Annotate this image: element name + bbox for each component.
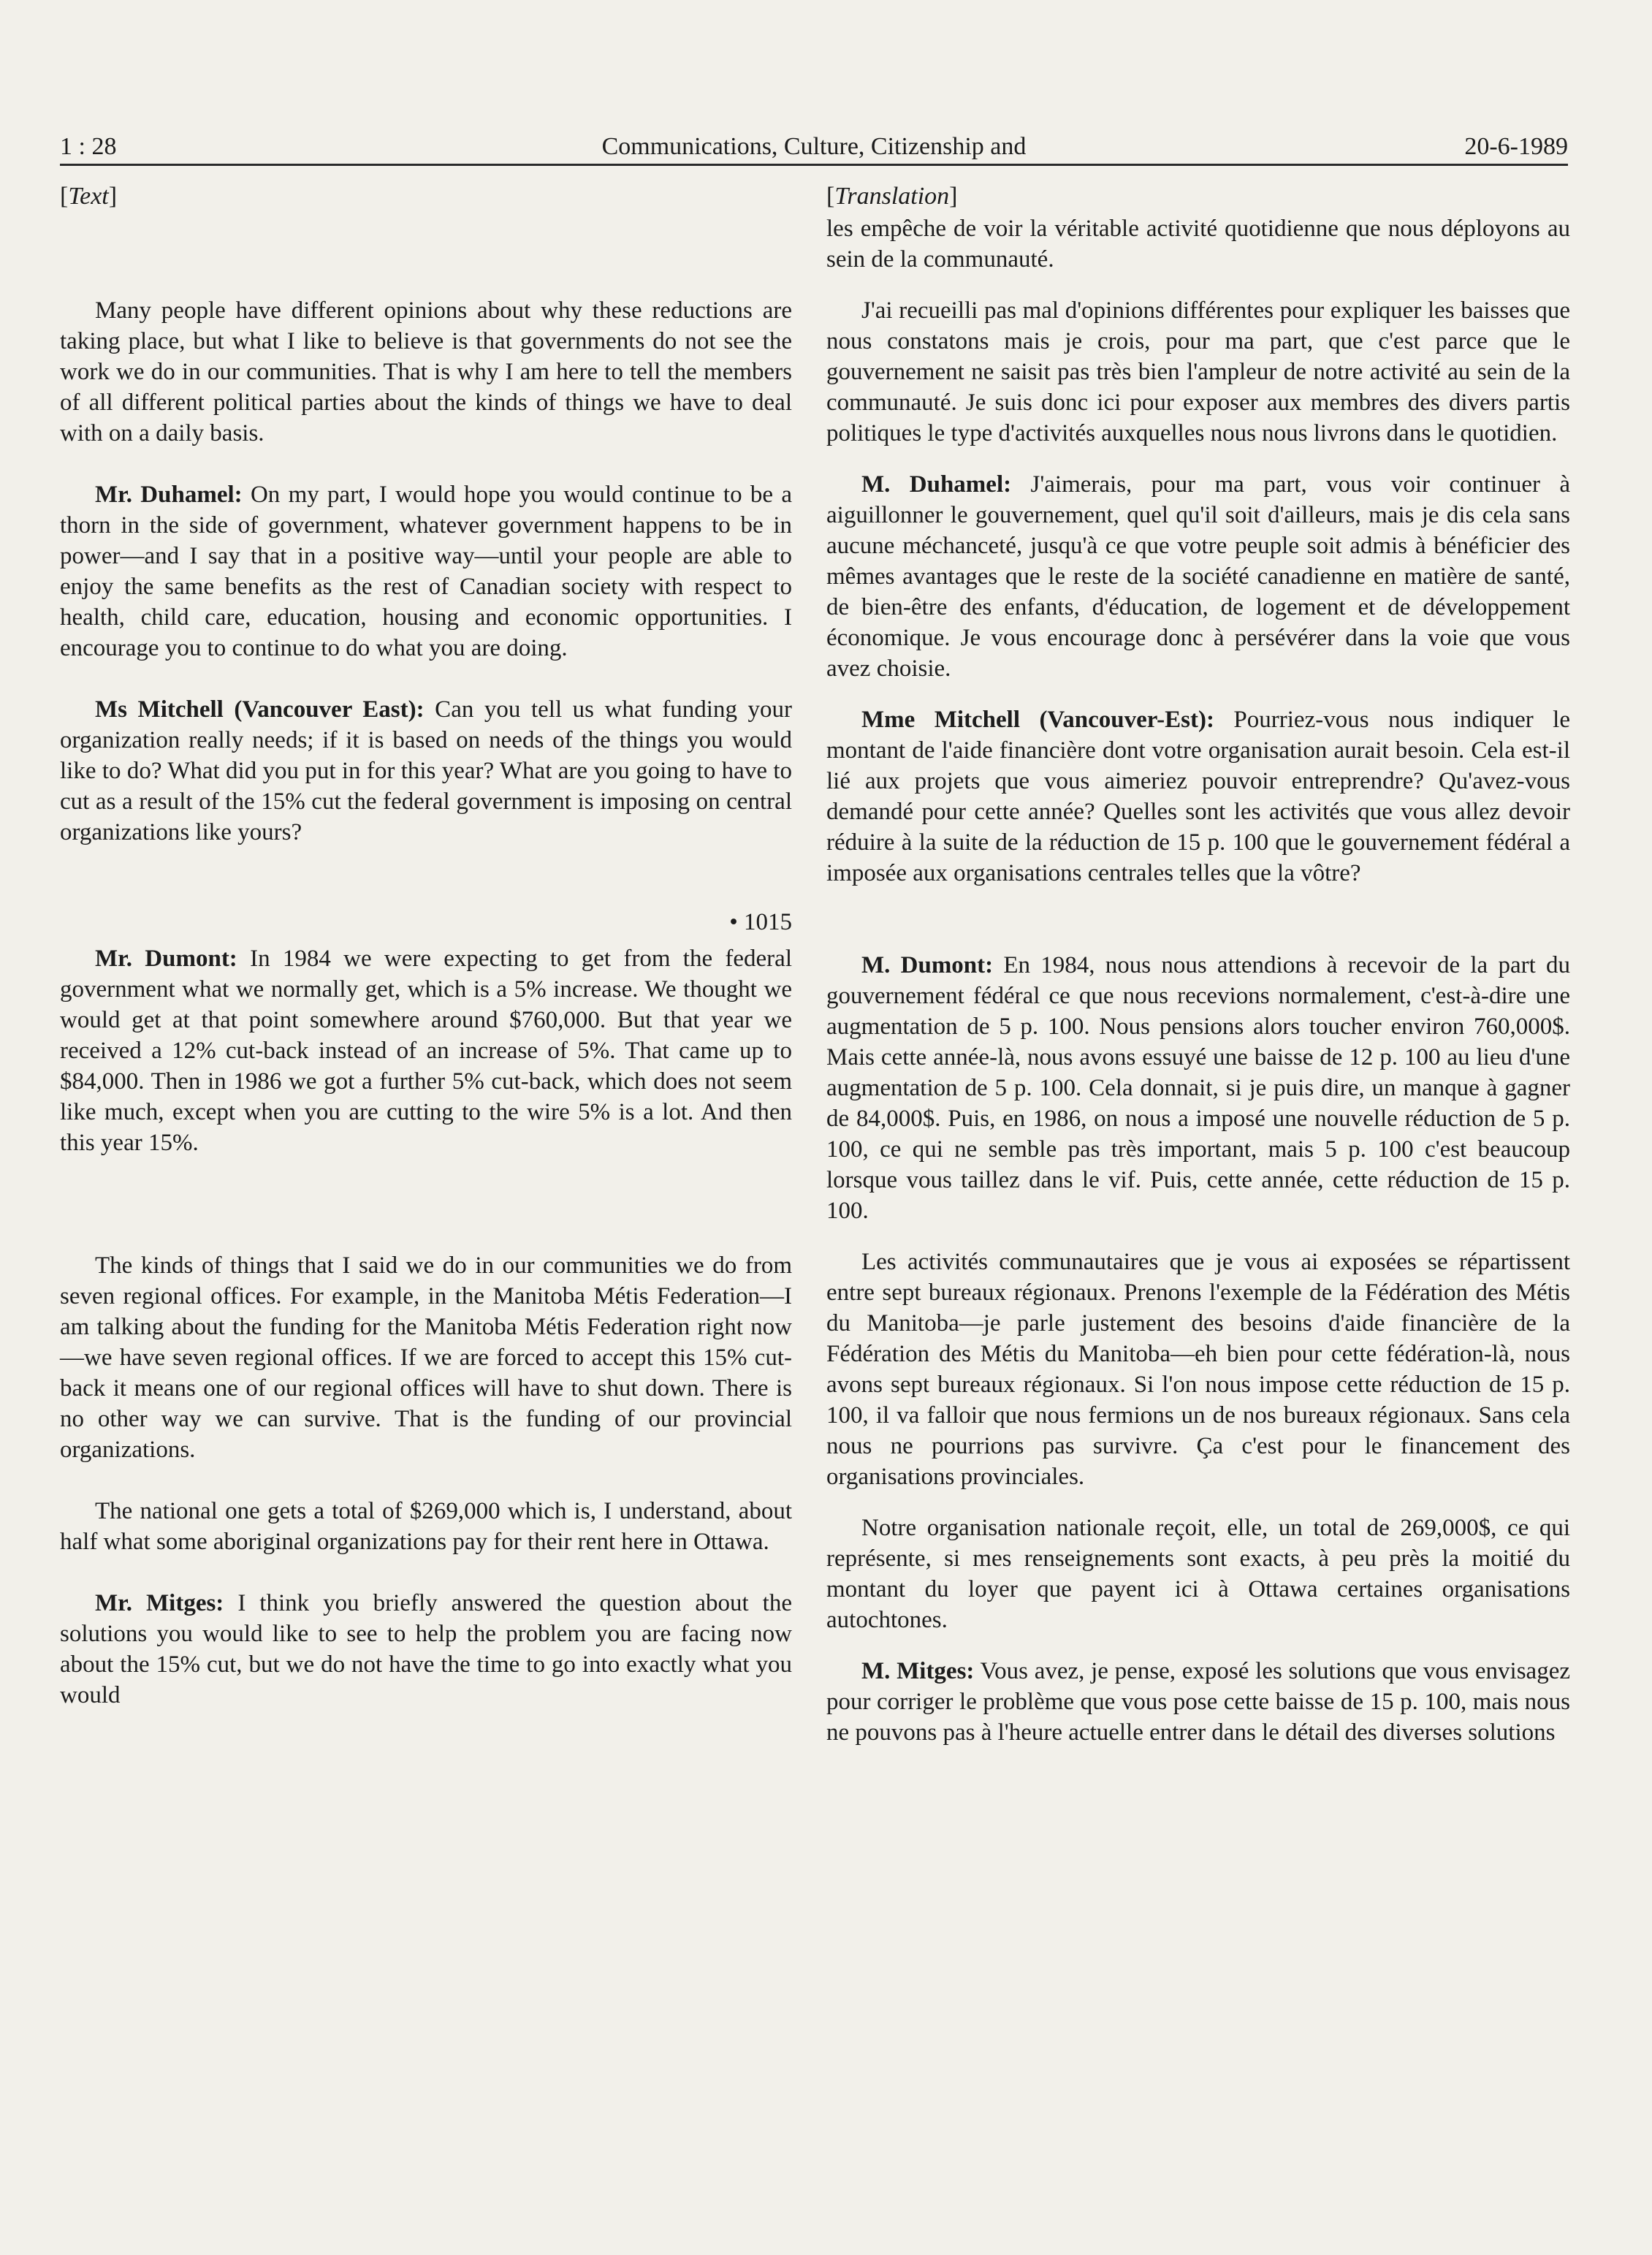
paragraph: Notre organisation nationale reçoit, elle, un total de 269,000$, ce qui représente, si mes renseignements sont exacts, à peu près la moitié du montant du loyer que payent ici à Ottawa certaines organisations autochtones. <box>826 1515 1570 1633</box>
speaker-name: M. Dumont: <box>861 952 994 978</box>
paragraph <box>60 943 792 1158</box>
paragraph <box>60 694 792 848</box>
speech-text: On my part, I would hope you would continue to be a thorn in the side of government, whatever government happens to be in power—and I say that in a positive way—until your people are able to enjoy the same benefits as the rest of Canadian society with respect to health, child care, education, housing and economic opportunities. I encourage you to continue to do what you are doing. <box>60 482 792 661</box>
page-header <box>60 123 1568 166</box>
speaker-name: Mr. Dumont: <box>95 946 237 972</box>
paragraph: Many people have different opinions about why these reductions are taking place, but what I like to believe is that governments do not see the work we do in our communities. That is why I am here to tell the members of all different political parties about the kinds of things we have to deal with on a daily basis. <box>60 297 792 446</box>
speech-text: In 1984 we were expecting to get from the federal government what we normally get, which is a 5% increase. We thought we would get at that point somewhere around $760,000. But that year we received a 12% cut-back instead of an increase of 5%. That came up to $84,000. Then in 1986 we got a further 5% cut-back, which does not seem like much, except when you are cutting to the wire 5% is a lot. And then this year 15%. <box>60 946 792 1156</box>
speaker-name: Mr. Mitges: <box>95 1590 224 1616</box>
speaker-name: Mr. Duhamel: <box>95 482 243 508</box>
time-stamp: • 1015 <box>729 909 792 935</box>
paragraph <box>826 469 1570 684</box>
speech-text: En 1984, nous nous attendions à recevoir de la part du gouvernement fédéral ce que nous recevions normalement, c'est-à-dire une augmentation de 5 p. 100. Nous pensions alors toucher environ 760,000$. Mais cette année-là, nous avons essuyé une baisse de 12 p. 100 au lieu d'une augmentation de 5 p. 100. Cela donnait, si je puis dire, un manque à gagner de 84,000$. Puis, en 1986, on nous a imposé une nouvelle réduction de 5 p. 100, ce qui ne semble pas très important, mais 5 p. 100 c'est beaucoup lorsque vous taillez dans le vif. Puis, cette année, cette réduction de 15 p. 100. <box>826 952 1570 1224</box>
speech-text: Can you tell us what funding your organization really needs; if it is based on needs of the things you would like to do? What did you put in for this year? What are you going to have to cut as a result of the 15% cut the federal government is imposing on central organizations like yours? <box>60 696 792 845</box>
speaker-name: Mme Mitchell (Vancouver-Est): <box>861 707 1214 733</box>
speaker-name: M. Duhamel: <box>861 471 1012 498</box>
paragraph <box>826 1656 1570 1748</box>
page-number: 1 : 28 <box>60 133 117 160</box>
paragraph <box>60 479 792 663</box>
speaker-name: M. Mitges: <box>861 1658 975 1684</box>
speech-text: J'aimerais, pour ma part, vous voir continuer à aiguillonner le gouvernement, quel qu'il soit d'ailleurs, mais je dis cela sans aucune méchanceté, jusqu'à ce que votre peuple soit admis à bénéficier des mêmes avantages que le reste de la société canadienne en matière de santé, de bien-être des enfants, d'éducation, de logement et de développement économique. Je vous encourage donc à persévérer dans la voie que vous avez choisie. <box>826 471 1570 682</box>
column-label: [ Translation ] <box>826 183 1570 213</box>
paragraph: J'ai recueilli pas mal d'opinions différentes pour expliquer les baisses que nous constatons mais je crois, pour ma part, que c'est parce que le gouvernement ne saisit pas très bien l'ampleur de notre activité au sein de la communauté. Je suis donc ici pour exposer aux membres des divers partis politiques le type d'activités auxquelles nous nous livrons dans le quotidien. <box>826 297 1570 446</box>
paragraph: The national one gets a total of $269,000 which is, I understand, about half what some aboriginal organizations pay for their rent here in Ottawa. <box>60 1498 792 1555</box>
paragraph: les empêche de voir la véritable activité quotidienne que nous déployons au sein de la communauté. <box>826 216 1570 273</box>
paragraph: The kinds of things that I said we do in our communities we do from seven regional offices. For example, in the Manitoba Métis Federation—I am talking about the funding for the Manitoba Métis Federation right now—we have seven regional offices. If we are forced to accept this 15% cut-back it means one of our regional offices will have to shut down. There is no other way we can survive. That is the funding of our provincial organizations. <box>60 1252 792 1463</box>
paragraph <box>826 704 1570 889</box>
running-title: Communications, Culture, Citizenship and <box>601 133 1027 160</box>
column-label: [ Text ] <box>60 183 792 213</box>
speaker-name: Ms Mitchell (Vancouver East): <box>95 696 425 723</box>
paragraph <box>60 1588 792 1711</box>
speech-text: I think you briefly answered the question about the solutions you would like to see to help the problem you are facing now about the 15% cut, but we do not have the time to go into exactly what you would <box>60 1590 792 1708</box>
speech-text: Vous avez, je pense, exposé les solutions que vous envisagez pour corriger le problème que vous pose cette baisse de 15 p. 100, mais nous ne pouvons pas à l'heure actuelle entrer dans le détail des diverses solutions <box>826 1658 1570 1746</box>
sitting-date: 20-6-1989 <box>1464 133 1568 160</box>
english-column <box>60 183 792 1711</box>
paragraph: Les activités communautaires que je vous ai exposées se répartissent entre sept bureaux régionaux. Prenons l'exemple de la Fédération des Métis du Manitoba—je parle justement des besoins d'aide financière de la Fédération des Métis du Manitoba—eh bien pour cette fédération-là, nous avons sept bureaux régionaux. Si l'on nous impose cette réduction de 15 p. 100, il va falloir que nous fermions un de nos bureaux régionaux. Sans cela nous ne pourrions pas survivre. Ça c'est pour le financement des organisations provinciales. <box>826 1249 1570 1490</box>
speech-text: Pourriez-vous nous indiquer le montant de l'aide financière dont votre organisation aurait besoin. Cela est-il lié aux projets que vous aimeriez pouvoir entreprendre? Qu'avez-vous demandé pour cette année? Quelles sont les activités que vous allez devoir réduire à la suite de la réduction de 15 p. 100 que le gouvernement fédéral a imposée aux organisations centrales telles que la vôtre? <box>826 707 1570 886</box>
paragraph <box>826 950 1570 1226</box>
french-column <box>826 183 1570 1748</box>
